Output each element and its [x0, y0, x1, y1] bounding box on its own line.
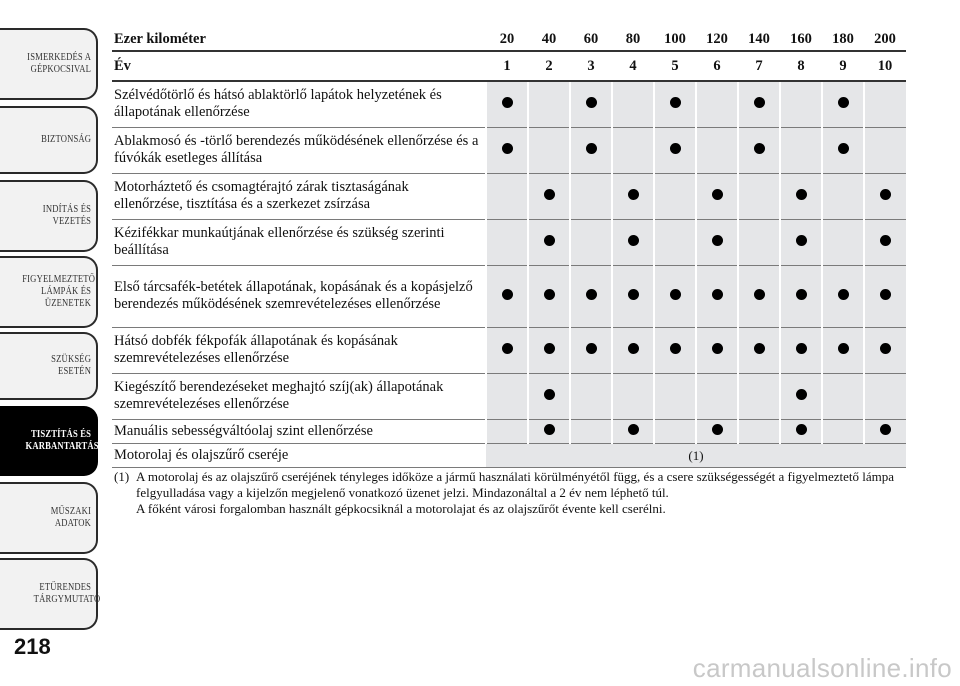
schedule-cell: [780, 327, 822, 373]
schedule-cell: [486, 327, 528, 373]
schedule-cell: [780, 81, 822, 127]
service-dot-icon: [796, 189, 807, 200]
service-dot-icon: [502, 97, 513, 108]
service-dot-icon: [838, 343, 849, 354]
service-dot-icon: [628, 424, 639, 435]
service-dot-icon: [796, 424, 807, 435]
table-row: [112, 265, 906, 327]
year-header-cell: 2: [528, 51, 570, 81]
schedule-cell: [528, 265, 570, 327]
year-header-cell: 9: [822, 51, 864, 81]
schedule-cell: [570, 419, 612, 443]
service-dot-icon: [544, 289, 555, 300]
schedule-cell: [570, 265, 612, 327]
schedule-cell: [822, 419, 864, 443]
schedule-cell: [780, 265, 822, 327]
footnote-text-city: A főként városi forgalomban használt gépkocsiknál a motorolajat és az olajszűrőt évente kell cserélni.: [136, 501, 666, 516]
schedule-cell: [612, 373, 654, 419]
service-dot-icon: [670, 143, 681, 154]
schedule-cell: [864, 419, 906, 443]
tab-label: MŰSZAKI ADATOK: [50, 506, 92, 529]
km-header-cell: 60: [570, 28, 612, 51]
schedule-cell: [822, 173, 864, 219]
schedule-cell: [780, 219, 822, 265]
schedule-cell: [654, 173, 696, 219]
year-header-cell: 6: [696, 51, 738, 81]
footnote-mark: (1): [114, 469, 130, 484]
schedule-cell: [822, 373, 864, 419]
schedule-cell: [696, 127, 738, 173]
schedule-cell: [486, 127, 528, 173]
km-header-label: Ezer kilométer: [112, 28, 486, 51]
tab-label: FIGYELMEZTETŐ LÁMPÁK ÉS ÜZENETEK: [22, 274, 96, 309]
service-dot-icon: [754, 289, 765, 300]
km-header-cell: 40: [528, 28, 570, 51]
task-label: Ablakmosó és -törlő berendezés működésének ellenőrzése és a fúvókák esetleges állítása: [112, 127, 486, 173]
table-row: [112, 419, 906, 443]
service-dot-icon: [880, 189, 891, 200]
service-dot-icon: [838, 143, 849, 154]
tab-label: BIZTONSÁG: [40, 134, 92, 145]
schedule-cell: [528, 173, 570, 219]
tab-label: SZÜKSÉG ESETÉN: [51, 354, 92, 377]
table-row: [112, 173, 906, 219]
schedule-cell: [696, 81, 738, 127]
schedule-cell: [528, 127, 570, 173]
schedule-cell: [570, 327, 612, 373]
service-dot-icon: [544, 343, 555, 354]
km-header-cell: 160: [780, 28, 822, 51]
service-dot-icon: [502, 343, 513, 354]
year-header-row: [112, 51, 906, 81]
service-dot-icon: [670, 289, 681, 300]
task-label: Kézifékkar munkaútjának ellenőrzése és szükség szerinti beállítása: [112, 219, 486, 265]
schedule-cell: [864, 127, 906, 173]
schedule-cell: [570, 173, 612, 219]
year-header-cell: 3: [570, 51, 612, 81]
service-dot-icon: [544, 235, 555, 246]
schedule-cell: [612, 327, 654, 373]
tab-targymutato[interactable]: [0, 558, 101, 630]
schedule-cell: [612, 173, 654, 219]
tab-label: ETŰRENDES TÁRGYMUTATÓ: [33, 582, 101, 605]
schedule-cell: [738, 81, 780, 127]
schedule-cell: [654, 327, 696, 373]
service-dot-icon: [754, 97, 765, 108]
service-dot-icon: [544, 189, 555, 200]
task-label: Első tárcsafék-betétek állapotának, kopásának és a kopásjelző berendezés működésének szemrevételezéses ellenőrzése: [112, 265, 486, 327]
schedule-cell: [738, 173, 780, 219]
year-header-cell: 7: [738, 51, 780, 81]
service-dot-icon: [670, 97, 681, 108]
tab-label: INDÍTÁS ÉS VEZETÉS: [42, 204, 92, 227]
tab-szukseg[interactable]: [0, 332, 98, 400]
schedule-cell: [696, 173, 738, 219]
table-row: [112, 373, 906, 419]
schedule-cell: [696, 327, 738, 373]
service-dot-icon: [838, 97, 849, 108]
task-label: Manuális sebességváltóolaj szint ellenőrzése: [112, 419, 486, 443]
schedule-cell: [570, 373, 612, 419]
km-header-cell: 200: [864, 28, 906, 51]
tab-muszaki[interactable]: [0, 482, 98, 554]
schedule-cell: [528, 219, 570, 265]
schedule-cell: [486, 219, 528, 265]
footnote-text: A motorolaj és az olajszűrő cseréjének tényleges időköze a jármű használati körülményétől függ, és a csere szükségességét a figyelmeztető lámpa felgyulladása vagy a kijelzőn megjelenő vonatkozó üzenet jelzi. Mindazonáltal a 2 év nem léphető túl.: [136, 469, 895, 500]
schedule-cell: [864, 373, 906, 419]
tab-figyelmezteto[interactable]: [0, 256, 98, 328]
schedule-cell: [486, 265, 528, 327]
km-header-cell: 20: [486, 28, 528, 51]
service-dot-icon: [880, 343, 891, 354]
service-dot-icon: [880, 289, 891, 300]
watermark: carmanualsonline.info: [692, 653, 952, 683]
tab-label: TISZTÍTÁS ÉS KARBANTARTÁS: [25, 429, 99, 452]
schedule-cell: [570, 81, 612, 127]
footnote: [114, 469, 904, 517]
schedule-cell: [738, 127, 780, 173]
schedule-cell: [570, 219, 612, 265]
service-dot-icon: [712, 343, 723, 354]
schedule-cell: [654, 219, 696, 265]
schedule-cell: [822, 327, 864, 373]
km-header-cell: 120: [696, 28, 738, 51]
km-header-cell: 100: [654, 28, 696, 51]
schedule-cell: [738, 265, 780, 327]
service-dot-icon: [586, 289, 597, 300]
service-dot-icon: [796, 235, 807, 246]
service-dot-icon: [628, 235, 639, 246]
service-dot-icon: [586, 97, 597, 108]
task-label: Szélvédőtörlő és hátsó ablaktörlő lapátok helyzetének és állapotának ellenőrzése: [112, 81, 486, 127]
service-dot-icon: [754, 143, 765, 154]
task-label: Motorolaj és olajszűrő cseréje: [112, 443, 486, 467]
schedule-cell: [822, 219, 864, 265]
year-header-cell: 5: [654, 51, 696, 81]
schedule-cell: [654, 127, 696, 173]
service-dot-icon: [712, 189, 723, 200]
schedule-cell: [822, 81, 864, 127]
schedule-cell: [696, 373, 738, 419]
schedule-cell: [780, 373, 822, 419]
tab-inditas[interactable]: [0, 180, 98, 252]
schedule-cell: [654, 265, 696, 327]
page-number: 218: [14, 634, 51, 659]
schedule-cell: [612, 81, 654, 127]
service-dot-icon: [502, 289, 513, 300]
schedule-cell: [696, 419, 738, 443]
schedule-cell: [822, 127, 864, 173]
schedule-cell: [654, 373, 696, 419]
schedule-cell: [780, 173, 822, 219]
schedule-cell: [612, 127, 654, 173]
schedule-cell: [780, 127, 822, 173]
table-row: [112, 81, 906, 127]
tab-label: ISMERKEDÉS A GÉPKOCSIVAL: [27, 52, 92, 75]
year-header-cell: 4: [612, 51, 654, 81]
schedule-cell: [528, 327, 570, 373]
schedule-cell: [864, 327, 906, 373]
table-body: [112, 51, 906, 467]
schedule-cell: [528, 419, 570, 443]
schedule-cell: [486, 373, 528, 419]
km-header-row: [112, 28, 906, 51]
schedule-cell: [528, 373, 570, 419]
task-label: Hátsó dobfék fékpofák állapotának és kopásának szemrevételezéses ellenőrzése: [112, 327, 486, 373]
tab-ismerkedes[interactable]: [0, 28, 98, 100]
maintenance-schedule: [112, 28, 906, 468]
service-dot-icon: [796, 343, 807, 354]
year-header-cell: 10: [864, 51, 906, 81]
schedule-cell: [612, 219, 654, 265]
schedule-cell: [822, 265, 864, 327]
service-dot-icon: [628, 189, 639, 200]
service-dot-icon: [754, 343, 765, 354]
table-row: [112, 127, 906, 173]
schedule-cell: [696, 219, 738, 265]
schedule-cell: [864, 81, 906, 127]
service-dot-icon: [712, 235, 723, 246]
service-dot-icon: [628, 343, 639, 354]
service-dot-icon: [712, 289, 723, 300]
maintenance-table: [112, 28, 906, 468]
tab-biztonsag[interactable]: [0, 106, 98, 174]
table-row: [112, 219, 906, 265]
schedule-cell: [738, 373, 780, 419]
service-dot-icon: [796, 289, 807, 300]
tab-tisztitas-active[interactable]: [0, 406, 98, 476]
service-dot-icon: [544, 424, 555, 435]
schedule-cell: [612, 265, 654, 327]
schedule-cell: [486, 419, 528, 443]
service-dot-icon: [586, 343, 597, 354]
schedule-cell: [738, 219, 780, 265]
year-header-cell: 8: [780, 51, 822, 81]
schedule-cell: [654, 81, 696, 127]
schedule-cell: [486, 173, 528, 219]
year-header-cell: 1: [486, 51, 528, 81]
schedule-cell: [780, 419, 822, 443]
schedule-cell: [864, 265, 906, 327]
schedule-cell: [654, 419, 696, 443]
service-dot-icon: [796, 389, 807, 400]
service-dot-icon: [628, 289, 639, 300]
service-dot-icon: [670, 343, 681, 354]
service-dot-icon: [712, 424, 723, 435]
schedule-cell: [612, 419, 654, 443]
service-dot-icon: [544, 389, 555, 400]
schedule-cell: [864, 173, 906, 219]
schedule-cell: [864, 219, 906, 265]
schedule-cell: [738, 327, 780, 373]
schedule-cell: [738, 419, 780, 443]
service-dot-icon: [880, 424, 891, 435]
table-row-oil-change: [112, 443, 906, 467]
table-row: [112, 327, 906, 373]
task-label: Motorháztető és csomagtérajtó zárak tisztaságának ellenőrzése, tisztítása és a szerkezet zsírzása: [112, 173, 486, 219]
schedule-cell: [696, 265, 738, 327]
oil-change-note: (1): [486, 443, 906, 467]
service-dot-icon: [880, 235, 891, 246]
schedule-cell: [570, 127, 612, 173]
schedule-cell: [528, 81, 570, 127]
km-header-cell: 180: [822, 28, 864, 51]
km-header-cell: 140: [738, 28, 780, 51]
year-header-label: Év: [112, 51, 486, 81]
service-dot-icon: [586, 143, 597, 154]
task-label: Kiegészítő berendezéseket meghajtó szíj(ak) állapotának szemrevételezéses ellenőrzése: [112, 373, 486, 419]
service-dot-icon: [502, 143, 513, 154]
km-header-cell: 80: [612, 28, 654, 51]
schedule-cell: [486, 81, 528, 127]
service-dot-icon: [838, 289, 849, 300]
